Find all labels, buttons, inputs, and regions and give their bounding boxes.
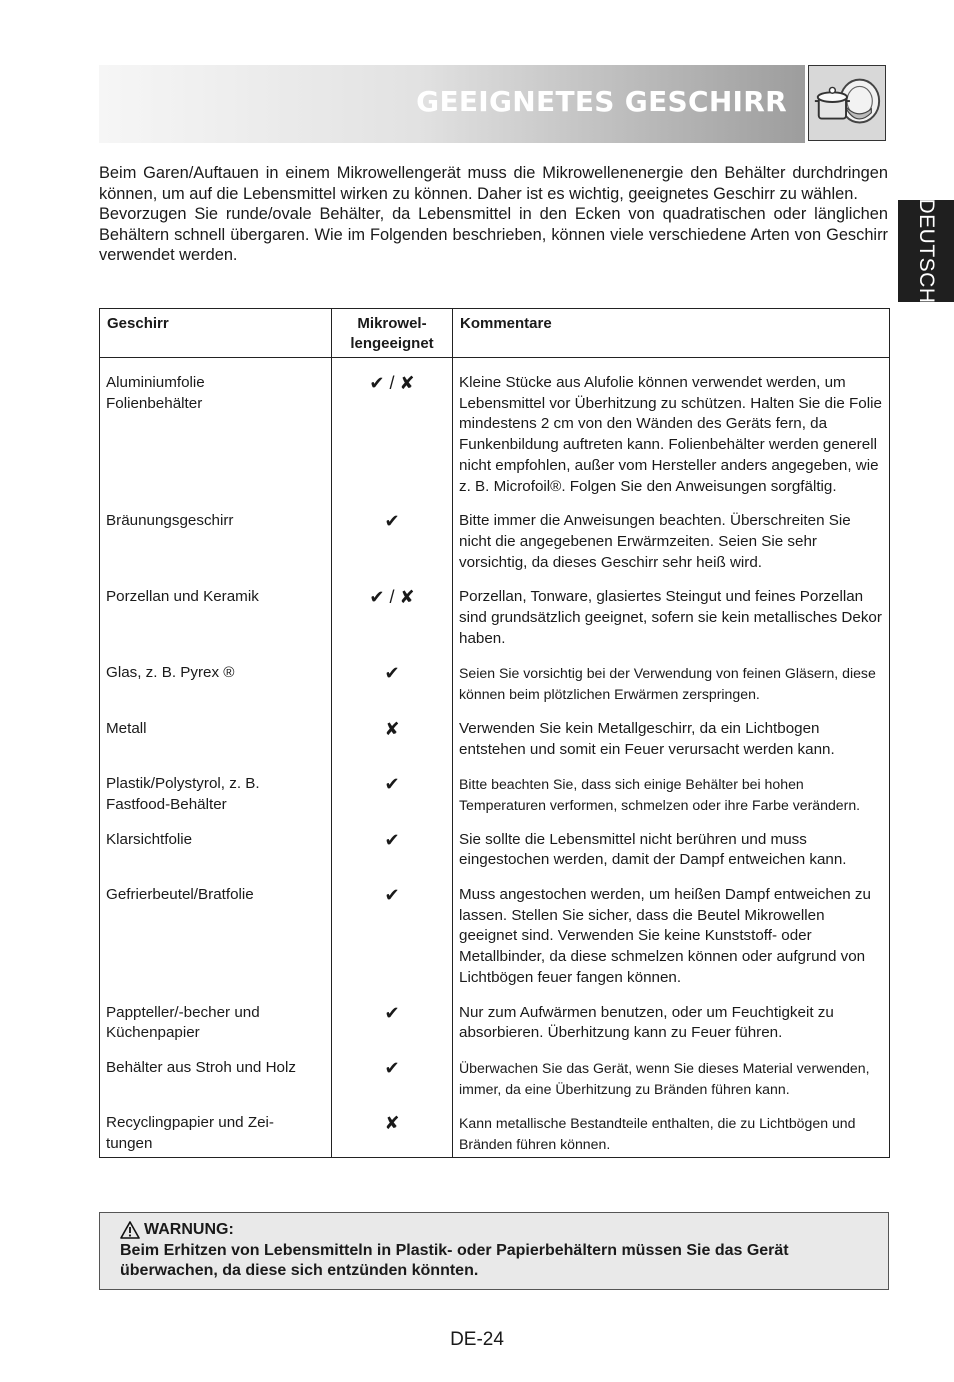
language-tab [898,200,954,302]
header-suitable-line2: lengeeignet [350,335,434,352]
dish-name-line2: Folienbehälter [106,394,203,412]
dish-name: Aluminiumfolie [106,374,205,391]
table-row [100,1003,890,1058]
warning-text: Beim Erhitzen von Lebensmitteln in Plastik- oder Papierbehältern müssen Sie das Gerät überwachen, da diese sich entzünden könnten. [120,1241,789,1279]
suitability-mark: ✔ [332,1003,453,1058]
warning-box [99,1212,889,1290]
header-banner [99,65,805,143]
suitability-mark: ✔ [332,774,453,829]
dish-cell: Glas, z. B. Pyrex ® [100,663,332,718]
intro-text [99,163,888,266]
comment-cell: Bitte beachten Sie, dass sich einige Behälter bei hohen Temperaturen verformen, schmelzen oder ihre Farbe verändern. [453,774,890,829]
suitability-mark: ✘ [332,719,453,774]
comment-cell: Kann metallische Bestandteile enthalten, die zu Lichtbögen und Bränden führen können. [453,1113,890,1157]
table-row [100,663,890,718]
table-row [100,830,890,885]
suitability-mark: ✔ [332,830,453,885]
dish-cell [100,1003,332,1058]
dish-name-line2: Küchenpapier [106,1024,200,1042]
suitability-mark: ✔ / ✘ [332,587,453,663]
suitability-mark: ✔ [332,511,453,587]
suitability-mark: ✔ [332,1058,453,1113]
table-row [100,587,890,663]
comment-cell: Seien Sie vorsichtig bei der Verwendung von feinen Gläsern, diese können beim plötzlichen Erwärmen zerspringen. [453,663,890,718]
cookware-table [99,308,890,1158]
table-row [100,511,890,587]
dish-cell: Porzellan und Keramik [100,587,332,663]
comment-cell: Nur zum Aufwärmen benutzen, oder um Feuchtigkeit zu absorbieren. Überhitzung kann zu Feuer führen. [453,1003,890,1058]
warning-heading [120,1220,868,1241]
table-row [100,1113,890,1157]
dish-cell [100,774,332,829]
intro-paragraph: Bevorzugen Sie runde/ovale Behälter, da Lebensmittel in den Ecken von quadratischen oder länglichen Behältern schnell übergaren. Wie im Folgenden beschrieben, können viele verschiedene Arten von Geschirr verwendet werden. [99,205,888,264]
dish-cell: Klarsichtfolie [100,830,332,885]
dish-name: Plastik/Polystyrol, z. B. [106,775,260,793]
dish-cell: Metall [100,719,332,774]
warning-title: WARNUNG: [144,1221,234,1238]
table-row [100,774,890,829]
dish-cell: Bräunungsgeschirr [100,511,332,587]
table-row [100,358,890,512]
comment-cell: Sie sollte die Lebensmittel nicht berühren und muss eingestochen werden, damit der Dampf entweichen kann. [453,830,890,885]
dish-name-line2: Fastfood-Behälter [106,795,227,813]
dish-name-line2: tungen [106,1135,153,1153]
table-row [100,1058,890,1113]
dish-name: Recyclingpapier und Zei- [106,1114,274,1132]
comment-cell: Bitte immer die Anweisungen beachten. Überschreiten Sie nicht die angegebenen Erwärmzeiten. Seien Sie sehr vorsichtig, da dieses Geschirr sehr heiß wird. [453,511,890,587]
intro-paragraph: Beim Garen/Auftauen in einem Mikrowellengerät muss die Mikrowellenenergie den Behälter durchdringen können, um auf die Lebensmittel wirken zu können. Daher ist es wichtig, geeignetes Geschirr zu wählen. [99,164,888,203]
table-row [100,885,890,1003]
language-label: DEUTSCH [915,198,938,304]
cookware-icon [808,65,886,141]
suitability-mark: ✔ [332,663,453,718]
comment-cell: Muss angestochen werden, um heißen Dampf entweichen zu lassen. Stellen Sie sicher, dass die Beutel Mikrowellen geeignet sind. Verwenden Sie keine Kunststoff- oder Metallbinder, da diese schmelzen können oder aufgrund von Lichtbögen feuer fangen können. [453,885,890,1003]
warning-icon [120,1221,140,1239]
dish-cell: Gefrierbeutel/Bratfolie [100,885,332,1003]
dish-cell: Behälter aus Stroh und Holz [100,1058,332,1113]
comment-cell: Überwachen Sie das Gerät, wenn Sie dieses Material verwenden, immer, da eine Überhitzung zu Bränden führen kann. [453,1058,890,1113]
table-row [100,719,890,774]
header-comment: Kommentare [453,309,890,358]
comment-cell: Porzellan, Tonware, glasiertes Steingut und feines Porzellan sind grundsätzlich geeignet, sofern sie kein metallisches Dekor haben. [453,587,890,663]
comment-cell: Kleine Stücke aus Alufolie können verwendet werden, um Lebensmittel vor Überhitzung zu schützen. Halten Sie die Folie mindestens 2 cm von den Wänden des Geräts fern, da Funkenbildung auftreten kann. Folienbehälter werden generell nicht empfohlen, außer vom Hersteller anders angegeben, wie z. B. Microfoil®. Folgen Sie den Anweisungen sorgfältig. [453,358,890,512]
suitability-mark: ✘ [332,1113,453,1157]
table-header-row [100,309,890,358]
dish-cell [100,358,332,512]
dish-name: Pappteller/-becher und [106,1003,260,1021]
page-number: DE-24 [450,1329,504,1350]
page-title: GEEIGNETES GESCHIRR [416,85,787,118]
header-suitable-line1: Mikrowel- [357,315,427,332]
header-dish: Geschirr [100,309,332,358]
dish-cell [100,1113,332,1157]
suitability-mark: ✔ / ✘ [332,358,453,512]
header-suitable [332,309,453,358]
comment-cell: Verwenden Sie kein Metallgeschirr, da ein Lichtbogen entstehen und somit ein Feuer verursacht werden kann. [453,719,890,774]
suitability-mark: ✔ [332,885,453,1003]
